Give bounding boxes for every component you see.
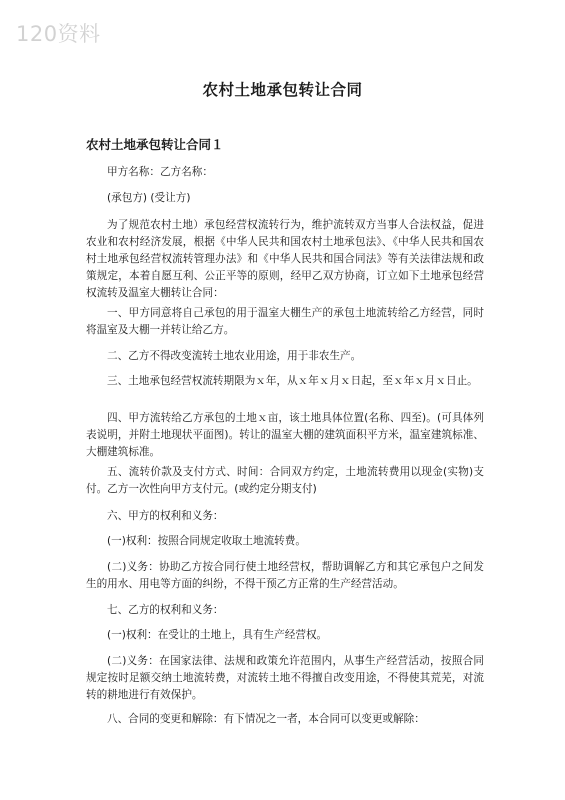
watermark-logo: 120资料 bbox=[16, 22, 101, 46]
clause-5-paragraph: 五、流转价款及支付方式、时间：合同双方约定，土地流转费用以现金(实物)支付。乙方一次性向甲方支付元。(或约定分期支付) bbox=[86, 466, 484, 495]
preamble-paragraph: 为了规范农村土地）承包经营权流转行为，维护流转双方当事人合法权益，促进农业和农村经济发展，根据《中华人民共和国农村土地承包法》、《中华人民共和国农村土地承包经营权流转管理办法》和《中华人民共和国合同法》等有关法律法规和政策规定，本着自愿互利、公正平等的原则，经甲乙双方协商，订立如下土地承包经营权流转及温室大棚转让合同： bbox=[86, 219, 484, 299]
clause-6-rights: (一)权利：按照合同规定收取土地流转费。 bbox=[107, 535, 306, 547]
document-title: 农村土地承包转让合同 bbox=[202, 81, 363, 99]
clause-7-rights: (一)权利：在受让的土地上，具有生产经营权。 bbox=[107, 629, 328, 641]
clause-4-paragraph: 四、甲方流转给乙方承包的土地ｘ亩，该土地具体位置(名称、四至)。(可具体列表说明，并附土地现状平面图)。转让的温室大棚的建筑面积平方米，温室建筑标准、大棚建筑标准。 bbox=[86, 412, 484, 458]
party-roles-line: (承包方) (受让方) bbox=[107, 192, 191, 204]
clause-8-paragraph: 八、合同的变更和解除：有下情况之一者，本合同可以变更或解除： bbox=[107, 713, 425, 725]
clause-1-paragraph: 一、甲方同意将自己承包的用于温室大棚生产的承包土地流转给乙方经营，同时将温室及大棚一并转让给乙方。 bbox=[86, 307, 484, 336]
party-names-line: 甲方名称：乙方名称： bbox=[107, 166, 213, 178]
clause-6-duties: (二)义务：协助乙方按合同行使土地经营权，帮助调解乙方和其它承包户之间发生的用水、用电等方面的纠纷，不得干预乙方正常的生产经营活动。 bbox=[86, 561, 484, 590]
clause-7-heading: 七、乙方的权利和义务： bbox=[107, 604, 224, 616]
clause-7-duties: (二)义务：在国家法律、法规和政策允许范围内，从事生产经营活动，按照合同规定按时足额交纳土地流转费，对流转土地不得擅自改变用途，不得使其荒芜，对流转的耕地进行有效保护。 bbox=[86, 655, 484, 701]
section-heading: 农村土地承包转让合同１ bbox=[86, 137, 224, 152]
clause-6-heading: 六、甲方的权利和义务： bbox=[107, 510, 224, 522]
clause-2-paragraph: 二、乙方不得改变流转土地农业用途，用于非农生产。 bbox=[107, 350, 362, 362]
clause-3-paragraph: 三、土地承包经营权流转期限为ｘ年，从ｘ年ｘ月ｘ日起，至ｘ年ｘ月ｘ日止。 bbox=[107, 375, 478, 387]
